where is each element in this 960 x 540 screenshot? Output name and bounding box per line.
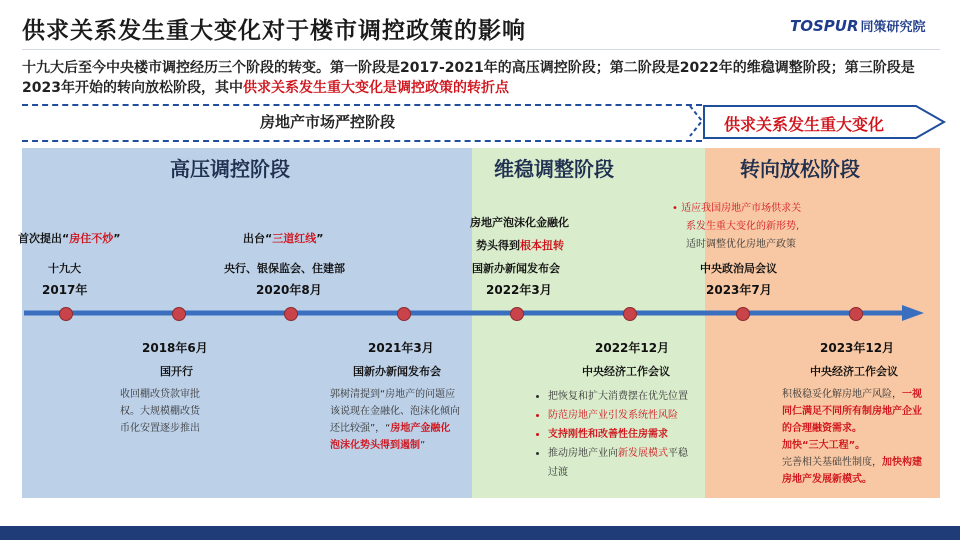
footer-bar — [0, 526, 960, 540]
text-highlight: 一视 — [902, 389, 922, 400]
note-line: • 适应我国房地产市场供求关 — [672, 203, 802, 214]
band-label: 房地产市场严控阶段 — [260, 113, 396, 131]
text-highlight: 新发展模式 — [618, 448, 668, 459]
timeline-dot-2023-12 — [849, 307, 863, 321]
desc-line: 该说现在金融化、泡沫化倾向 — [330, 406, 460, 417]
event-2017-source: 十九大 — [48, 262, 81, 275]
page-title: 供求关系发生重大变化对于楼市调控政策的影响 — [22, 18, 526, 44]
desc-line: 币化安置逐步推出 — [120, 423, 200, 434]
timeline-dot-2020 — [284, 307, 298, 321]
bullet-item — [548, 444, 728, 482]
event-2020-date: 2020年8月 — [256, 283, 322, 297]
text: ” — [420, 440, 426, 451]
text: 推动房地产业向 — [548, 448, 618, 459]
desc-line: 同仁满足不同所有制房地产企业 — [782, 406, 922, 417]
intro-paragraph — [22, 58, 922, 98]
event-2020-source: 央行、银保监会、住建部 — [224, 262, 345, 275]
title-divider — [22, 49, 940, 50]
text: ” — [316, 232, 324, 245]
desc-line — [782, 386, 938, 403]
text: 还比较强”，“ — [330, 423, 391, 434]
desc-line: 房地产发展新模式。 — [782, 474, 872, 485]
text: 首次提出“ — [18, 232, 70, 245]
text-highlight: 泡沫化势头得到遏制 — [330, 440, 420, 451]
event-2022-12-bullets — [534, 387, 728, 482]
event-2022-03-source: 国新办新闻发布会 — [472, 262, 560, 275]
text: 出台“ — [243, 232, 273, 245]
timeline-dot-2022-03 — [510, 307, 524, 321]
text: 过渡 — [548, 467, 568, 478]
brand-logo — [790, 16, 926, 35]
event-2023-12-desc — [782, 386, 938, 488]
text-highlight: 房住不炒 — [69, 232, 114, 245]
desc-line — [782, 454, 938, 471]
event-2022-03-line2 — [476, 237, 564, 253]
note-line: 系发生重大变化的新形势, — [686, 221, 800, 232]
event-2018-desc — [120, 386, 240, 437]
text-highlight: 三道红线 — [272, 232, 317, 245]
shock-label: 供求关系发生重大变化 — [724, 115, 885, 134]
text: 平稳 — [668, 448, 688, 459]
text-highlight: 房地产金融化 — [390, 423, 451, 434]
desc-line: 郭树清提到“房地产的问题应 — [330, 389, 456, 400]
text: 积极稳妥化解房地产风险， — [782, 389, 902, 400]
bullet-item: • 把恢复和扩大消费摆在优先位置 — [548, 387, 728, 406]
phase-title: 高压调控阶段 — [170, 157, 290, 181]
text: 完善相关基础性制度， — [782, 457, 882, 468]
event-2023-12-source: 中央经济工作会议 — [810, 365, 898, 378]
event-2018-date: 2018年6月 — [142, 341, 208, 355]
event-2018-source: 国开行 — [160, 365, 193, 378]
timeline-dot-2021 — [397, 307, 411, 321]
timeline-dot-2017 — [59, 307, 73, 321]
desc-line: 收回棚改贷款审批 — [120, 389, 200, 400]
desc-line — [330, 420, 480, 437]
text-highlight: 根本扭转 — [520, 239, 564, 252]
event-2022-03-date: 2022年3月 — [486, 283, 552, 297]
text-highlight: 加快构建 — [882, 457, 922, 468]
bullet-item: • 防范房地产业引发系统性风险 — [548, 406, 728, 425]
event-2022-12-source: 中央经济工作会议 — [582, 365, 670, 378]
timeline-dot-2022-12 — [623, 307, 637, 321]
event-2023-07-source: 中央政治局会议 — [700, 262, 777, 275]
event-2022-12-date: 2022年12月 — [595, 341, 670, 355]
timeline-arrow — [22, 305, 942, 325]
intro-text: 十九大后至今中央楼市调控经历三个阶段的转变。第一阶段是2017-2021年的高压调控阶段；第二阶段是2022年的维稳调整阶段；第三阶段是2023年开始的转向放松阶段，其中 — [22, 60, 915, 96]
desc-line — [330, 437, 480, 454]
desc-line: 的合理融资需求。 — [782, 423, 862, 434]
event-2021-desc — [330, 386, 480, 454]
timeline-dot-2023-07 — [736, 307, 750, 321]
event-2023-12-date: 2023年12月 — [820, 341, 895, 355]
logo-name: 同策研究院 — [860, 20, 926, 35]
event-2023-07-date: 2023年7月 — [706, 283, 772, 297]
text: 适应我国房地产市场供求关 — [681, 203, 802, 214]
bullet-item: • 支持刚性和改善性住房需求 — [548, 425, 728, 444]
text: ” — [113, 232, 121, 245]
event-2021-source: 国新办新闻发布会 — [353, 365, 441, 378]
logo-brand: TOSPUR — [790, 17, 859, 35]
event-2023-07-note — [672, 200, 842, 254]
band-chevron-icon — [688, 104, 704, 138]
event-2022-03-line1: 房地产泡沫化金融化 — [470, 216, 569, 229]
event-2017-headline — [18, 230, 120, 246]
phase-title: 维稳调整阶段 — [494, 157, 614, 181]
text: 势头得到 — [476, 239, 520, 252]
desc-line: 权。大规模棚改货 — [120, 406, 200, 417]
desc-line: 加快“三大工程”。 — [782, 440, 866, 451]
note-line: 适时调整优化房地产政策 — [686, 239, 796, 250]
timeline-dot-2018 — [172, 307, 186, 321]
intro-highlight: 供求关系发生重大变化是调控政策的转折点 — [242, 80, 509, 96]
event-2017-date: 2017年 — [42, 283, 88, 297]
event-2021-date: 2021年3月 — [368, 341, 434, 355]
phase-title: 转向放松阶段 — [740, 157, 860, 181]
event-2020-headline — [243, 230, 323, 246]
